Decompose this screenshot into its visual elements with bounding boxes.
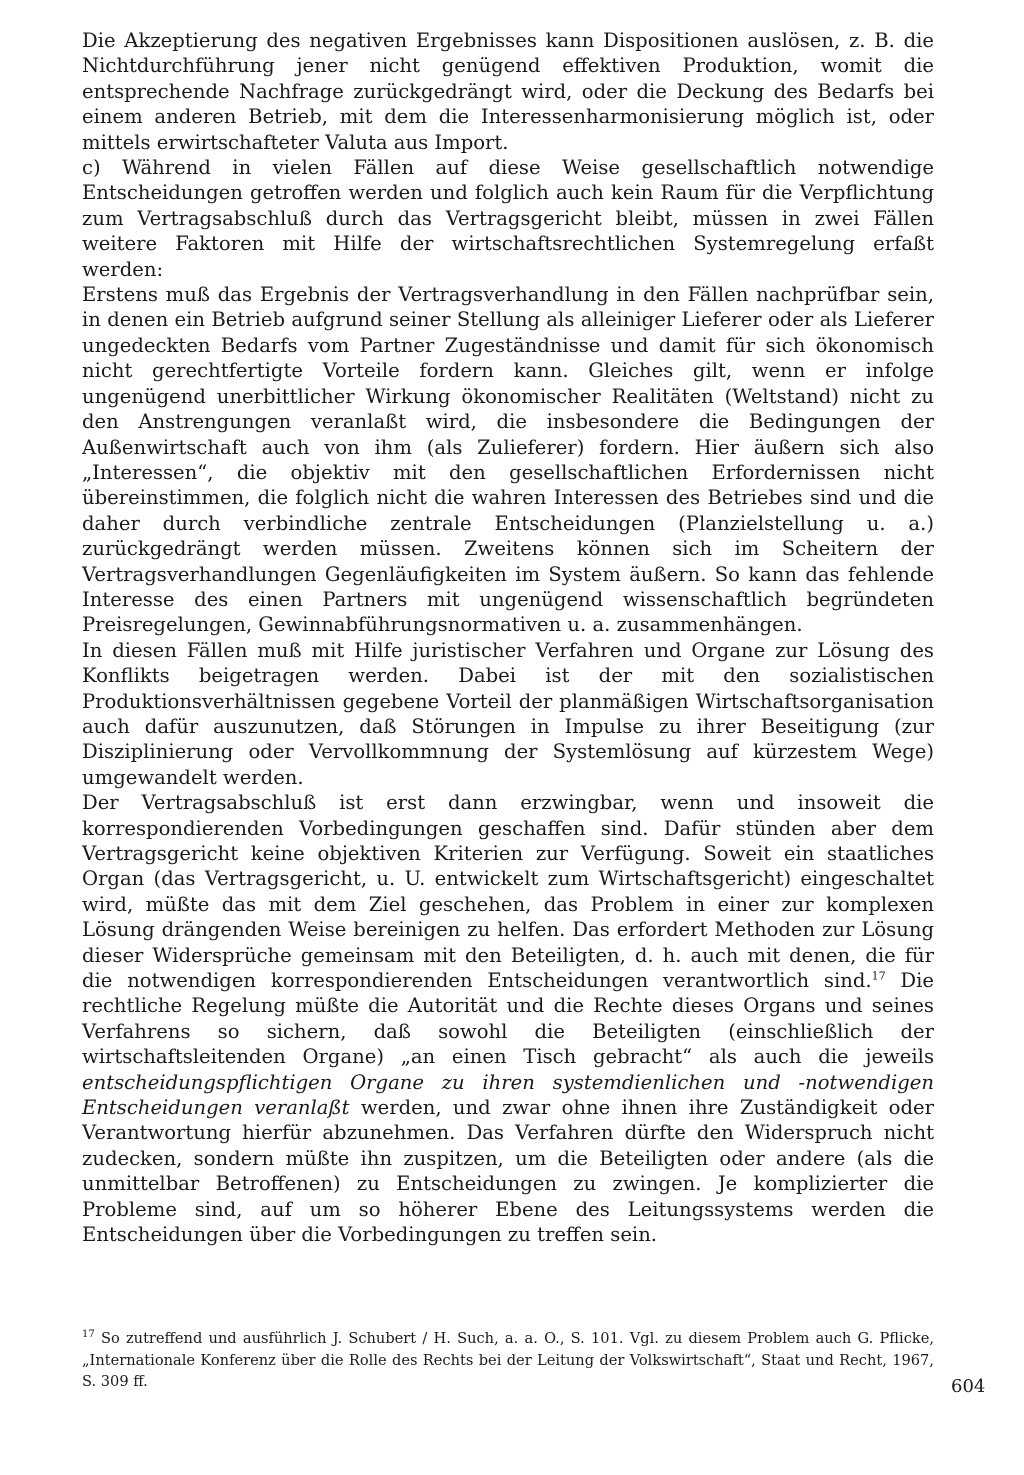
- paragraph-1: Die Akzeptierung des negativen Ergebnisses kann Dispositionen auslösen, z. B. die Nichtdurchführung jener nicht genügend effektiven Produktion, womit die entsprechende Nachfrage zurückgedrängt wird, oder die Deckung des Bedarfs bei einem anderen Betrieb, mit dem die Interessenharmonisierung möglich ist, oder mittels erwirtschafteter Valuta aus Import.: [82, 29, 934, 154]
- paragraph-5-part-a: Der Vertragsabschluß ist erst dann erzwingbar, wenn und insoweit die korrespondierenden Vorbedingungen geschaffen sind. Dafür stünden aber dem Vertragsgericht keine objektiven Kriterien zur Verfügung. Soweit ein staatliches Organ (das Vertragsgericht, u. U. entwickelt zum Wirtschaftsgericht) eingeschaltet wird, müßte das mit dem Ziel geschehen, das Problem in einer zur komplexen Lösung drängenden Weise bereinigen zu helfen. Das erfordert Methoden zur Lösung dieser Widersprüche gemeinsam mit den Beteiligten, d. h. auch mit denen, die für die notwendigen korrespondierenden Entscheidungen verantwortlich sind.: [82, 791, 934, 993]
- footnote-17: [82, 1328, 934, 1393]
- page-number: 604: [951, 1376, 986, 1397]
- footnotes: [82, 1328, 934, 1393]
- paragraph-5: [82, 790, 934, 1247]
- footnote-reference[interactable]: 17: [871, 969, 886, 983]
- paragraph-3: Erstens muß das Ergebnis der Vertragsverhandlung in den Fällen nachprüfbar sein, in denen ein Betrieb aufgrund seiner Stellung als alleiniger Lieferer oder als Lieferer ungedeckten Bedarfs vom Partner Zugeständnisse und damit für sich ökonomisch nicht gerechtfertigte Vorteile fordern kann. Gleiches gilt, wenn er infolge ungenügend unerbittlicher Wirkung ökonomischer Realitäten (Weltstand) nicht zu den Anstrengungen veranlaßt wird, die insbesondere die Bedingungen der Außenwirtschaft auch von ihm (als Zulieferer) fordern. Hier äußern sich also „Interessen“, die objektiv mit den gesellschaftlichen Erfordernissen nicht übereinstimmen, die folglich nicht die wahren Interessen des Betriebes sind und die daher durch verbindliche zentrale Entscheidungen (Planzielstellung u. a.) zurückgedrängt werden müssen. Zweitens können sich im Scheitern der Vertragsverhandlungen Gegenläufigkeiten im System äußern. So kann das fehlende Interesse des einen Partners mit ungenügend wissenschaftlich begründeten Preisregelungen, Gewinnabführungsnormativen u. a. zusammenhängen.: [82, 283, 934, 637]
- footnote-number: 17: [82, 1329, 95, 1341]
- paragraph-5-emphasis: entscheidungspflichtigen Organe zu ihren systemdienlichen und -notwendigen Entscheidungen veranlaßt: [82, 1070, 934, 1120]
- page-body: [82, 28, 934, 1248]
- paragraph-4: In diesen Fällen muß mit Hilfe juristischer Verfahren und Organe zur Lösung des Konflikts beigetragen werden. Dabei ist der mit den sozialistischen Produktionsverhältnissen gegebene Vorteil der planmäßigen Wirtschaftsorganisation auch dafür auszunutzen, daß Störungen in Impulse zu ihrer Beseitigung (zur Disziplinierung oder Vervollkommnung der Systemlösung auf kürzestem Wege) umgewandelt werden.: [82, 638, 934, 789]
- paragraph-2: c) Während in vielen Fällen auf diese Weise gesellschaftlich notwendige Entscheidungen getroffen werden und folglich auch kein Raum für die Verpflichtung zum Vertragsabschluß durch das Vertragsgericht bleibt, müssen in zwei Fällen weitere Faktoren mit Hilfe der wirtschaftsrechtlichen Systemregelung erfaßt werden:: [82, 156, 934, 281]
- footnote-text: So zutreffend und ausführlich J. Schubert / H. Such, a. a. O., S. 101. Vgl. zu diesem Problem auch G. Pflicke, „Internationale Konferenz über die Rolle des Rechts bei der Leitung der Volkswirtschaft“, Staat und Recht, 1967, S. 309 ff.: [82, 1330, 935, 1390]
- paragraph-5-part-b: Die rechtliche Regelung müßte die Autorität und die Rechte dieses Organs und seines Verfahrens so sichern, daß sowohl die Beteiligten (einschließlich der wirtschaftsleitenden Organe) „an einen Tisch gebracht“ als auch die jeweils: [82, 969, 934, 1069]
- paragraph-5-part-c: werden, und zwar ohne ihnen ihre Zuständigkeit oder Verantwortung hierfür abzunehmen. Das Verfahren dürfte den Widerspruch nicht zudecken, sondern müßte ihn zuspitzen, um die Beteiligten oder andere (als die unmittelbar Betroffenen) zu Entscheidungen zu zwingen. Je komplizierter die Probleme sind, auf um so höherer Ebene des Leitungssystems werden die Entscheidungen über die Vorbedingungen zu treffen sein.: [82, 1096, 934, 1247]
